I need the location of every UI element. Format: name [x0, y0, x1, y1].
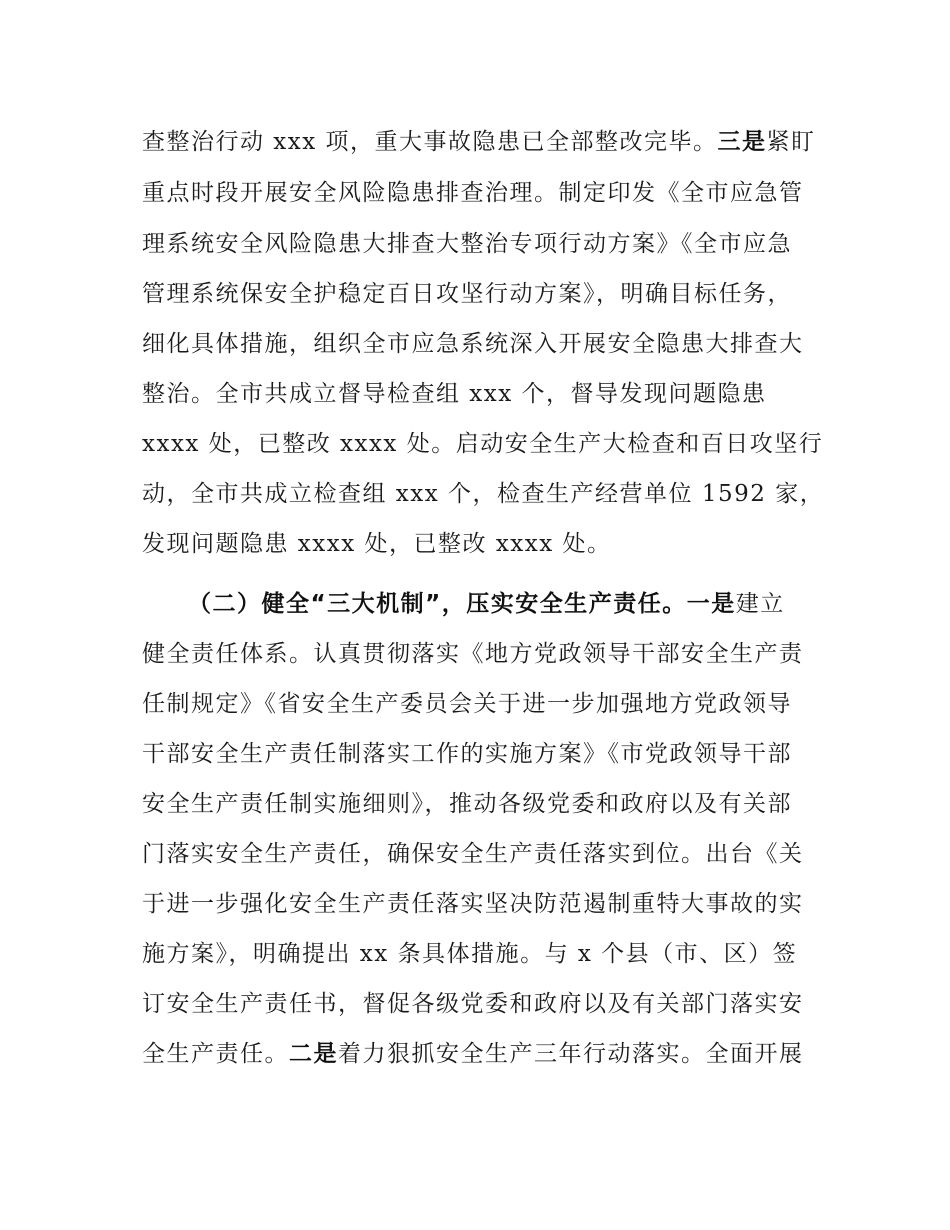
- paragraph-2-line-5: 安全生产责任制实施细则》，推动各级党委和政府以及有关部: [142, 791, 792, 817]
- paragraph-2-line-6: 门落实安全生产责任，确保安全生产责任落实到位。出台《关: [142, 841, 804, 867]
- emphasis-three: 三是: [717, 129, 767, 155]
- paragraph-1-line-1: [142, 126, 816, 158]
- paragraph-1-line-9: 发现问题隐患 xxxx 处，已整改 xxxx 处。: [142, 531, 612, 557]
- paragraph-2-line-7: 于进一步强化安全生产责任落实坚决防范遏制重特大事故的实: [142, 891, 804, 917]
- paragraph-2-line-2: 健全责任体系。认真贯彻落实《地方党政领导干部安全生产责: [142, 641, 804, 667]
- section-heading: （二）健全“三大机制”，压实安全生产责任。一是: [188, 591, 736, 617]
- paragraph-1-line-8: 动，全市共成立检查组 xxx 个，检查生产经营单位 1592 家，: [142, 481, 825, 507]
- paragraph-2-line-8: 施方案》，明确提出 xx 条具体措施。与 x 个县（市、区）签: [142, 941, 798, 967]
- text-segment: 全生产责任。: [142, 1041, 289, 1067]
- text-segment: 查整治行动 xxx 项，重大事故隐患已全部整改完毕。: [142, 129, 718, 155]
- text-segment: 着力狠抓安全生产三年行动落实。全面开展: [338, 1041, 804, 1067]
- paragraph-1-line-3: 理系统安全风险隐患大排查大整治专项行动方案》《全市应急: [142, 231, 792, 257]
- paragraph-1-line-5: 细化具体措施，组织全市应急系统深入开展安全隐患大排查大: [142, 331, 804, 357]
- paragraph-1-line-7: xxxx 处，已整改 xxxx 处。启动安全生产大检查和百日攻坚行: [142, 431, 824, 457]
- text-segment: 紧盯: [766, 129, 816, 155]
- paragraph-2-line-9: 订安全生产责任书，督促各级党委和政府以及有关部门落实安: [142, 991, 804, 1017]
- paragraph-2-line-10: [142, 1038, 804, 1070]
- paragraph-1-line-6: 整治。全市共成立督导检查组 xxx 个，督导发现问题隐患: [142, 381, 767, 407]
- paragraph-1-line-2: 重点时段开展安全风险隐患排查治理。制定印发《全市应急管: [142, 180, 804, 206]
- paragraph-2-line-4: 干部安全生产责任制落实工作的实施方案》《市党政领导干部: [142, 741, 792, 767]
- emphasis-two: 二是: [289, 1041, 338, 1067]
- paragraph-1-line-4: 管理系统保安全护稳定百日攻坚行动方案》，明确目标任务，: [142, 281, 792, 307]
- paragraph-2-line-1: [188, 588, 785, 620]
- paragraph-2-line-3: 任制规定》《省安全生产委员会关于进一步加强地方党政领导: [142, 691, 792, 717]
- text-segment: 建立: [735, 591, 785, 617]
